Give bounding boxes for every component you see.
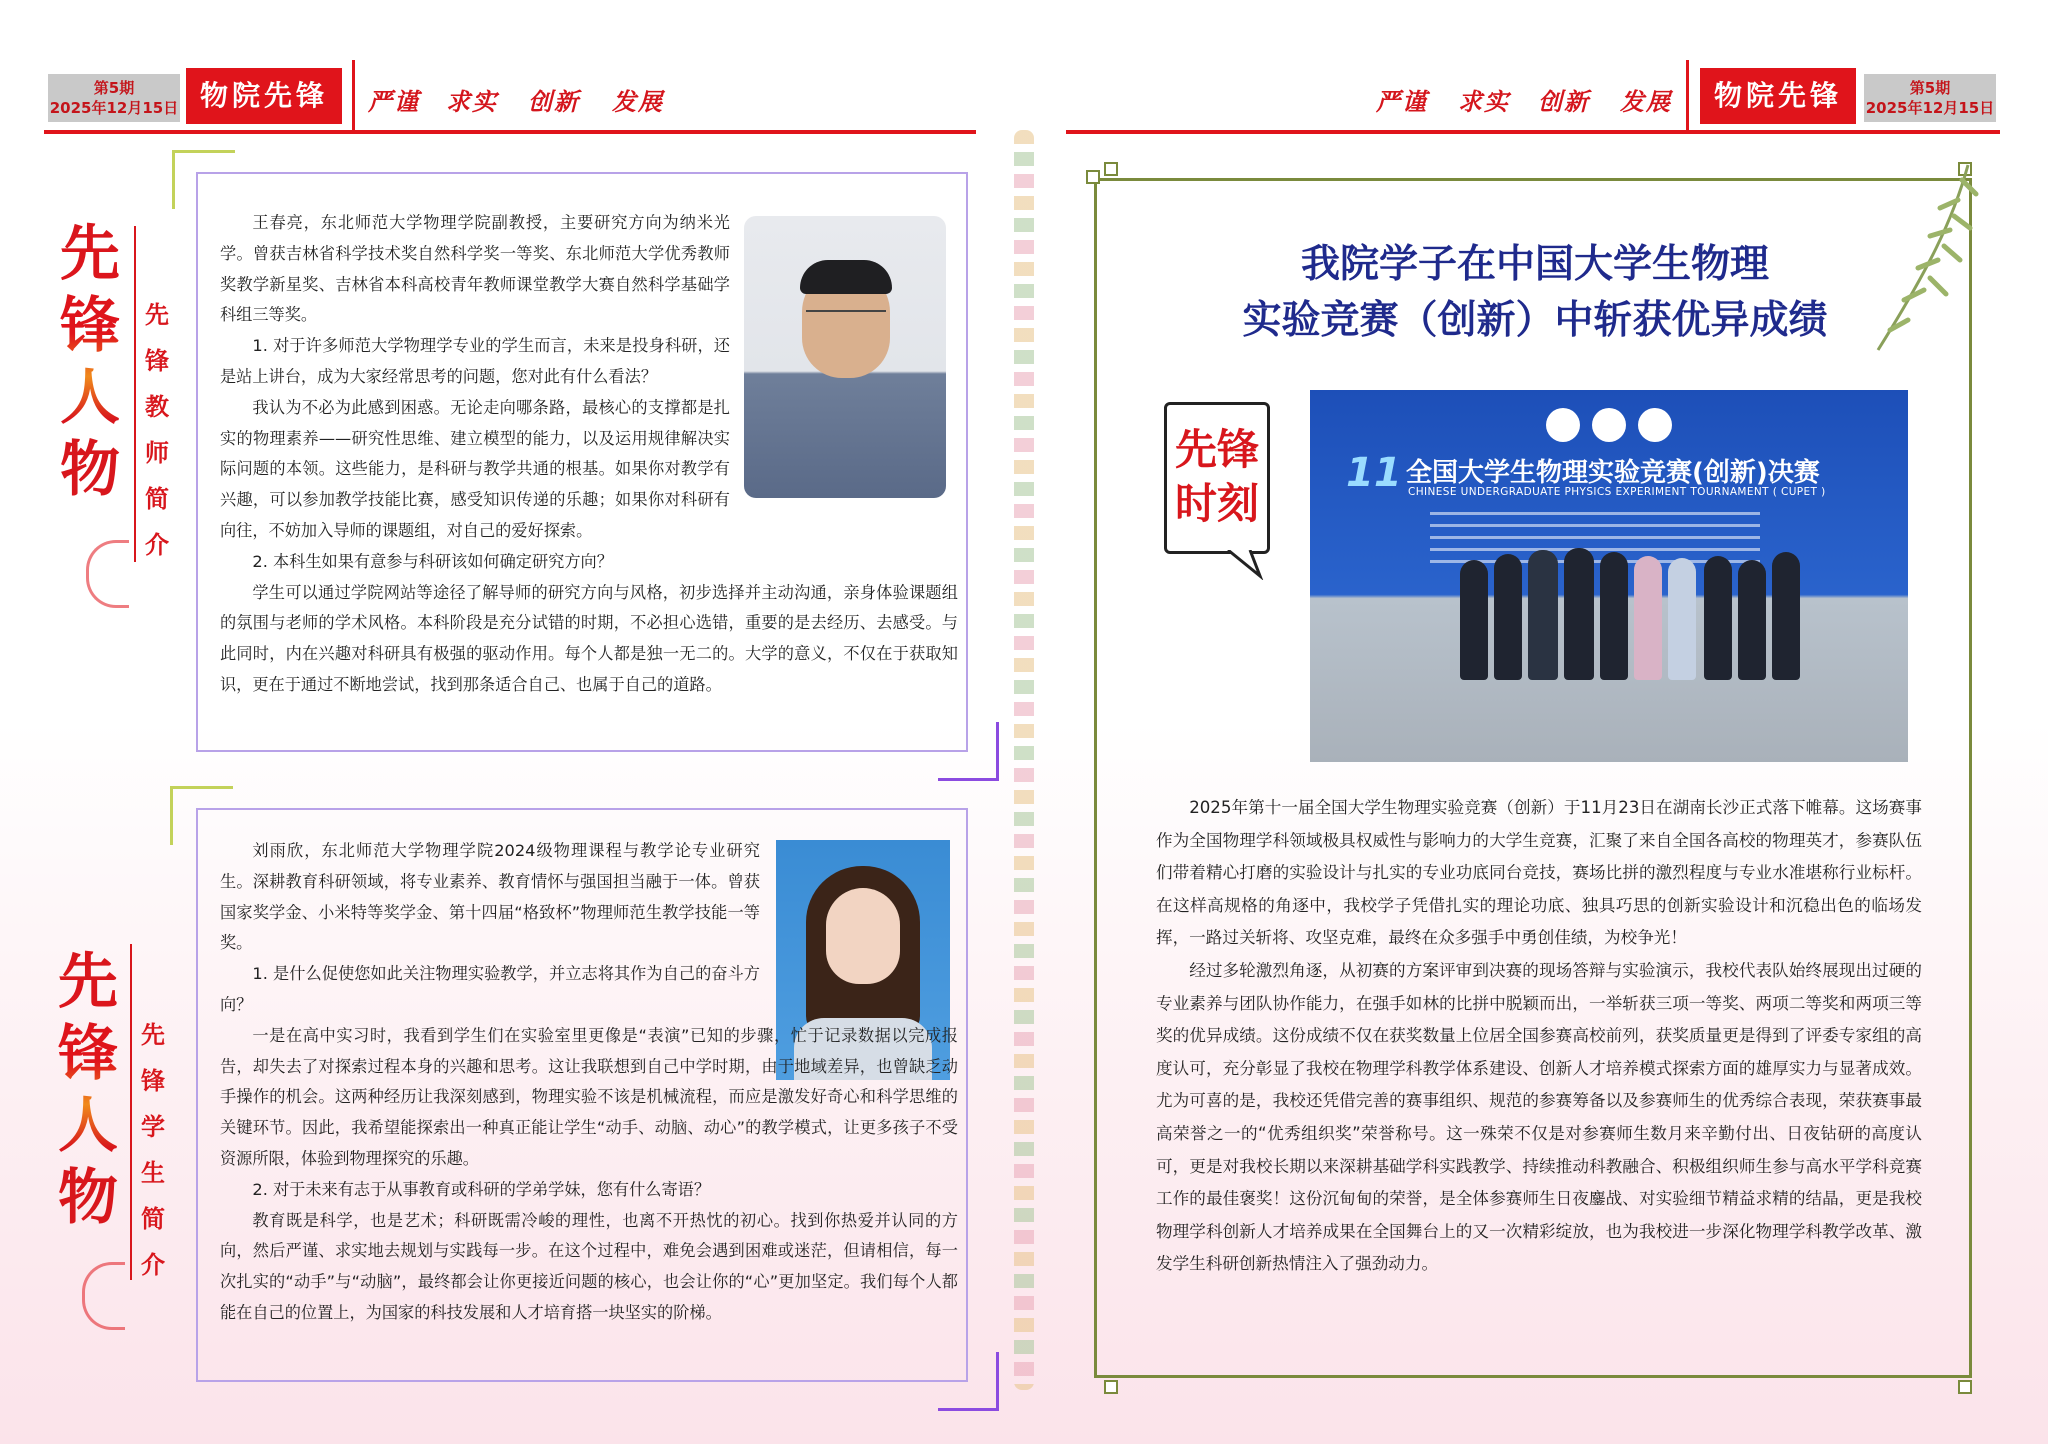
issue-date-box-right [1864,74,1996,122]
teacher-sub-title: 先锋教师简介 [145,300,169,559]
banner-logos [1546,408,1676,444]
teacher-big-title: 先锋人物 [54,218,126,506]
motto-1-left: 严谨 [368,87,420,116]
bubble-line-2: 时刻 [1174,479,1259,528]
issue-number: 第5期 [93,79,135,97]
frame-corner-br [1958,1380,1972,1394]
issue-date: 2025年12月15日 [49,99,179,117]
logo-circle-3 [1638,408,1672,442]
teacher-title-rule [134,226,136,562]
student-cloud-ornament [82,1262,125,1330]
brand-banner-left: 物院先锋 [186,68,342,124]
student-text-block [220,836,958,1329]
issue-date: 2025年12月15日 [1865,99,1995,117]
frame-corner-bl [1104,1380,1118,1394]
teacher-question-1: 1. 对于许多师范大学物理学专业的学生而言，未来是投身科研，还是站上讲台，成为大家经常思考的问题，您对此有什么看法？ [220,336,730,386]
teacher-paragraph-2: 我认为不必为此感到困惑。无论走向哪条路，最核心的支撑都是扎实的物理素养——研究性思维、建立模型的能力，以及运用规律解决实际问题的本领。这些能力，是科研与教学共通的根基。如果你对教学有兴趣，可以参加教学技能比赛，感受知识传递的乐趣；如果你对科研有向往，不妨加入导师的课题组，对自己的爱好探索。 [220,397,730,540]
frame-corner-tl2 [1104,162,1118,176]
issue-number: 第5期 [1909,79,1951,97]
header-divider-right [1686,60,1689,132]
frame-corner-tl [1086,170,1100,184]
teacher-frame-corner-accent-br [938,722,999,781]
person-silhouette [1668,558,1696,680]
motto-3-left: 创新 [528,87,580,116]
person-silhouette [1600,552,1628,680]
group-people [1460,540,1820,680]
motto-3-right: 创新 [1538,87,1590,116]
teacher-paragraph-3: 学生可以通过学院网站等途径了解导师的研究方向与风格，初步选择并主动沟通，亲身体验课题组的氛围与老师的学术风格。本科阶段是充分试错的时期，不必担心选错，重要的是去经历、去感受。与此同时，内在兴趣对科研具有极强的驱动作用。每个人都是独一无二的。大学的意义，不仅在于获取知识，更在于通过不断地尝试，找到那条适合自己、也属于自己的道路。 [220,582,958,694]
spine-wave-decoration [1014,130,1034,1390]
student-question-2: 2. 对于未来有志于从事教育或科研的学弟学妹，您有什么寄语？ [252,1179,711,1199]
person-silhouette [1704,556,1732,680]
article-title-line-2: 实验竞赛（创新）中斩获优异成绩 [1242,297,1828,343]
bubble-tail [1226,550,1266,580]
motto-2-right: 求实 [1458,87,1510,116]
logo-circle-1 [1546,408,1580,442]
header-rule-right [1066,130,2000,134]
pioneer-moment-bubble [1164,402,1270,554]
teacher-frame-corner-accent [172,150,235,209]
student-sub-title: 先锋学生简介 [141,1020,165,1279]
person-silhouette [1494,554,1522,680]
article-body [1156,792,1922,1281]
person-silhouette [1528,550,1558,680]
banner-title-en: CHINESE UNDERGRADUATE PHYSICS EXPERIMENT TOURNAMENT ( CUPET ) [1408,486,1826,498]
brand-banner-right: 物院先锋 [1700,68,1856,124]
person-silhouette [1772,552,1800,680]
student-paragraph-3: 教育既是科学，也是艺术；科研既需冷峻的理性，也离不开热忱的初心。找到你热爱并认同的方向，然后严谨、求实地去规划与实践每一步。在这个过程中，难免会遇到困难或迷茫，但请相信，每一次扎实的“动手”与“动脑”，最终都会让你更接近问题的核心，也会让你的“心”更加坚定。我们每个人都能在自己的位置上，为国家的科技发展和人才培育搭一块坚实的阶梯。 [220,1210,958,1322]
teacher-cloud-ornament [86,540,129,608]
student-title-rule [130,944,132,1280]
student-paragraph-2: 一是在高中实习时，我看到学生们在实验室里更像是“表演”已知的步骤，忙于记录数据以完成报告，却失去了对探索过程本身的兴趣和思考。这让我联想到自己中学时期，由于地域差异，也曾缺乏动手操作的机会。这两种经历让我深刻感到，物理实验不该是机械流程，而应是激发好奇心和科学思维的关键环节。因此，我希望能探索出一种真正能让学生“动手、动脑、动心”的教学模式，让更多孩子不受资源所限，体验到物理探究的乐趣。 [220,1025,958,1168]
competition-photo [1310,390,1908,762]
banner-number: 11 [1346,450,1402,496]
student-frame-corner-accent-br [938,1352,999,1411]
article-title-line-1: 我院学子在中国大学生物理 [1300,241,1769,287]
teacher-paragraph-1: 王春亮，东北师范大学物理学院副教授，主要研究方向为纳米光学。曾获吉林省科学技术奖自然科学奖一等奖、东北师范大学优秀教师奖教学新星奖、吉林省本科高校青年教师课堂教学大赛自然科学基础学科组三等奖。 [220,213,730,325]
motto-4-left: 发展 [612,87,664,116]
person-silhouette [1738,560,1766,680]
bubble-line-1: 先锋 [1174,425,1259,474]
motto-4-right: 发展 [1620,87,1672,116]
person-silhouette [1460,560,1488,680]
student-paragraph-1: 刘雨欣，东北师范大学物理学院2024级物理课程与教学论专业研究生。深耕教育科研领域，将专业素养、教育情怀与强国担当融于一体。曾获国家奖学金、小米特等奖学金、第十四届“格致杯”物理师范生教学技能一等奖。 [220,841,760,953]
banner-title-cn: 全国大学生物理实验竞赛(创新)决赛 [1406,458,1820,488]
motto-1-right: 严谨 [1376,87,1428,116]
header-divider-left [352,60,355,132]
logo-circle-2 [1592,408,1626,442]
person-silhouette [1634,556,1662,680]
person-silhouette [1564,548,1594,680]
article-paragraph-1: 2025年第十一届全国大学生物理实验竞赛（创新）于11月23日在湖南长沙正式落下帷幕。这场赛事作为全国物理学科领域极具权威性与影响力的大学生竞赛，汇聚了来自全国各高校的物理英才，参赛队伍们带着精心打磨的实验设计与扎实的专业功底同台竞技，赛场比拼的激烈程度与专业水准堪称行业标杆。在这样高规格的角逐中，我校学子凭借扎实的理论功底、独具巧思的创新实验设计和沉稳出色的临场发挥，一路过关斩将、攻坚克难，最终在众多强手中勇创佳绩，为校争光！ [1156,798,1922,948]
student-big-title: 先锋人物 [52,946,124,1234]
header-rule-left [44,130,976,134]
issue-date-box-left [48,74,180,122]
teacher-question-2: 2. 本科生如果有意参与科研该如何确定研究方向？ [252,551,613,571]
motto-2-left: 求实 [446,87,498,116]
article-paragraph-2: 经过多轮激烈角逐，从初赛的方案评审到决赛的现场答辩与实验演示，我校代表队始终展现出过硬的专业素养与团队协作能力，在强手如林的比拼中脱颖而出，一举斩获三项一等奖、两项二等奖和两项三等奖的优异成绩。这份成绩不仅在获奖数量上位居全国参赛高校前列，获奖质量更是得到了评委专家组的高度认可，充分彰显了我校在物理学科教学体系建设、创新人才培养模式探索方面的雄厚实力与显著成效。尤为可喜的是，我校还凭借完善的赛事组织、规范的参赛筹备以及参赛师生的优秀综合表现，荣获赛事最高荣誉之一的“优秀组织奖”荣誉称号。这一殊荣不仅是对参赛师生数月来辛勤付出、日夜钻研的高度认可，更是对我校长期以来深耕基础学科实践教学、持续推动科教融合、积极组织师生参与高水平学科竞赛工作的最佳褒奖！这份沉甸甸的荣誉，是全体参赛师生日夜鏖战、对实验细节精益求精的结晶，更是我校物理学科创新人才培养成果在全国舞台上的又一次精彩绽放，也为我校进一步深化物理学科教学改革、激发学生科研创新热情注入了强劲动力。 [1156,960,1922,1274]
teacher-text-block [220,208,958,701]
student-question-1: 1. 是什么促使您如此关注物理实验教学，并立志将其作为自己的奋斗方向？ [220,964,760,1014]
